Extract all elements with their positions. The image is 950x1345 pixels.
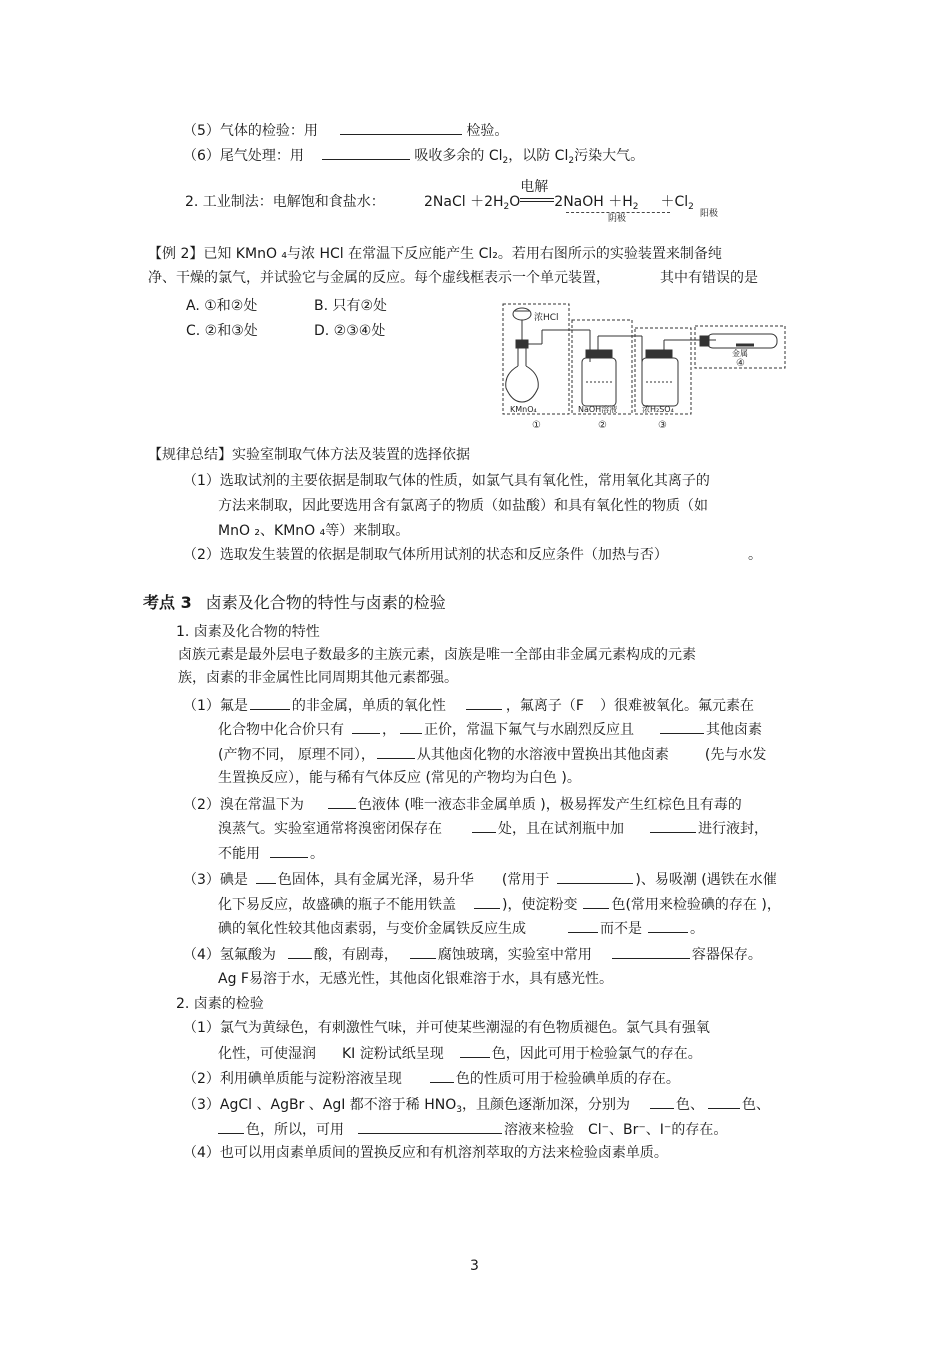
topic3-title: 考点 3 卤素及化合物的特性与卤素的检验 (143, 593, 446, 612)
tail-gas-text: （6）尾气处理：用 (183, 148, 304, 164)
blank-f-6[interactable] (377, 744, 415, 759)
tail-gas-text-2: 吸收多余的 Cl (414, 148, 503, 164)
example2-line1: 【例 2】已知 KMnO ₄与浓 HCl 在常温下反应能产生 Cl₂。若用右图所示的实验装置来制备纯 (148, 246, 722, 262)
page-number: 3 (470, 1258, 479, 1274)
blank-tail-gas[interactable] (322, 145, 410, 160)
blank-gas-test[interactable] (340, 120, 462, 135)
line-tail-gas: （6）尾气处理：用 吸收多余的 $Cl_2$，以防 $Cl_2$污染大气。 (183, 145, 644, 171)
hf-line2: Ag F易溶于水，无感光性，其他卤化银难溶于水，具有感光性。 (218, 971, 613, 987)
fluorine-line1: （1）氟是 的非金属，单质的氧化性 ，氟离子（F ）很难被氧化。氟元素在 (183, 695, 754, 716)
label-unit-2: ② (598, 420, 607, 431)
option-d[interactable]: D. ②③④处 (314, 323, 386, 339)
electrolysis-arrow: 电解 (520, 192, 554, 206)
test-1-line2: 化性，可使湿润 KI 淀粉试纸呈现 色，因此可用于检验氯气的存在。 (218, 1043, 702, 1064)
rule-p1-line2: 方法来制取，因此要选用含有氯离子的物质（如盐酸）和具有氧化性的物质（如 (218, 498, 708, 514)
blank-t-3[interactable] (650, 1094, 674, 1109)
blank-t-2[interactable] (430, 1068, 454, 1083)
label-unit-4: ④ (736, 358, 745, 369)
cathode-label: 阴极 (608, 214, 627, 224)
rule-p2: （2）选取发生装置的依据是制取气体所用试剂的状态和反应条件（加热与否） (183, 547, 668, 563)
blank-br-4[interactable] (270, 843, 308, 858)
industry-label: 2. 工业制法：电解饱和食盐水： (185, 194, 385, 210)
hf-line1: （4）氢氟酸为 酸，有剧毒， 腐蚀玻璃，实验室中常用 容器保存。 (183, 944, 762, 965)
intro-line2: 族，卤素的非金属性比同周期其他元素都强。 (178, 670, 458, 686)
blank-br-3[interactable] (650, 818, 696, 833)
blank-i-4[interactable] (583, 894, 609, 909)
blank-i-3[interactable] (474, 894, 500, 909)
blank-f-2[interactable] (466, 695, 502, 710)
blank-f-3[interactable] (352, 719, 380, 734)
section-1-heading: 1. 卤素及化合物的特性 (176, 624, 320, 640)
fluorine-line3: (产物不同， 原理不同）， 从其他卤化物的水溶液中置换出其他卤素 (先与水发 (218, 744, 766, 765)
label-metal: 金属 (732, 349, 748, 358)
blank-t-1[interactable] (460, 1043, 490, 1058)
blank-t-5[interactable] (218, 1119, 244, 1134)
blank-f-4[interactable] (400, 719, 422, 734)
blank-i-2[interactable] (557, 869, 633, 884)
label-kmno4: KMnO₄ (510, 405, 537, 414)
test-1-line1: （1）氯气为黄绿色，有刺激性气味，并可使某些潮湿的有色物质褪色。氯气具有强氧 (183, 1020, 710, 1036)
rule-p1-line3: MnO ₂、KMnO ₄等）来制取。 (218, 523, 410, 539)
option-a[interactable]: A. ①和②处 (186, 298, 258, 314)
rule-title: 【规律总结】实验室制取气体方法及装置的选择依据 (148, 447, 470, 463)
blank-i-5[interactable] (568, 918, 598, 933)
rule-p1-line1: （1）选取试剂的主要依据是制取气体的性质，如氯气具有氧化性，常用氧化其离子的 (183, 473, 710, 489)
intro-line1: 卤族元素是最外层电子数最多的主族元素，卤族是唯一全部由非金属元素构成的元素 (178, 647, 696, 663)
apparatus-diagram (502, 300, 792, 432)
test-3-line1: （3）AgCl 、AgBr 、AgI 都不溶于稀 $HNO_3$，且颜色逐渐加深，分别为 色、 色、 (183, 1094, 770, 1120)
unit-box-3 (635, 328, 691, 414)
blank-i-6[interactable] (648, 918, 688, 933)
line-gas-test (183, 120, 508, 141)
blank-f-1[interactable] (250, 695, 290, 710)
bromine-line2: 溴蒸气。实验室通常将溴密闭保存在 处，且在试剂瓶中加 进行液封， (218, 818, 768, 839)
test-2: （2）利用碘单质能与淀粉溶液呈现 色的性质可用于检验碘单质的存在。 (183, 1068, 680, 1089)
bromine-line3: 不能用 。 (218, 843, 324, 864)
gas-test-text-end: 检验。 (466, 123, 509, 139)
blank-i-1[interactable] (256, 869, 276, 884)
test-3-line2: 色，所以，可用 溶液来检验 Cl⁻、Br⁻、I⁻的存在。 (218, 1119, 727, 1140)
gas-test-text: （5）气体的检验：用 (183, 123, 318, 139)
example2-line2: 净、干燥的氯气，并试验它与金属的反应。每个虚线框表示一个单元装置， 其中有错误的是 (148, 270, 758, 286)
blank-f-5[interactable] (660, 719, 704, 734)
fluorine-line4: 生置换反应），能与稀有气体反应 (常见的产物均为白色 )。 (218, 770, 581, 786)
anode-label: 阳极 (700, 209, 719, 219)
iodine-line1: （3）碘是 色固体，具有金属光泽，易升华 (常用于 )、易吸潮 (遇铁在水催 (183, 869, 777, 890)
rule-p2-end: 。 (748, 547, 762, 563)
section-2-heading: 2. 卤素的检验 (176, 996, 264, 1012)
option-b[interactable]: B. 只有②处 (314, 298, 388, 314)
blank-t-4[interactable] (708, 1094, 740, 1109)
bromine-line1: （2）溴在常温下为 色液体 (唯一液态非金属单质 )，极易挥发产生红棕色且有毒的 (183, 794, 742, 815)
label-naoh: NaOH溶液 (578, 405, 618, 414)
fluorine-line2: 化合物中化合价只有 ， 正价，常温下氟气与水剧烈反应且 其他卤素 (218, 719, 762, 740)
option-c[interactable]: C. ②和③处 (186, 323, 258, 339)
electrolysis-equation: 2NaCl $+2H_2O$ 电解 2NaOH $+H_2 +Cl_2$ (424, 179, 694, 212)
blank-hf-2[interactable] (410, 944, 436, 959)
test-4: （4）也可以用卤素单质间的置换反应和有机溶剂萃取的方法来检验卤素单质。 (183, 1145, 668, 1161)
blank-br-2[interactable] (472, 818, 496, 833)
label-h2so4: 浓H₂SO₄ (642, 405, 674, 414)
unit-box-2 (572, 320, 632, 414)
iodine-line2: 化下易反应，故盛碘的瓶子不能用铁盖 )，使淀粉变 色(常用来检验碘的存在 )， (218, 894, 781, 915)
blank-hf-1[interactable] (288, 944, 312, 959)
blank-t-6[interactable] (358, 1119, 502, 1134)
iodine-line3: 碘的氧化性较其他卤素弱，与变价金属铁反应生成 而不是 。 (218, 918, 704, 939)
blank-hf-3[interactable] (612, 944, 690, 959)
blank-br-1[interactable] (328, 794, 356, 809)
label-unit-3: ③ (658, 420, 667, 431)
label-conc-hcl: 浓HCl (534, 313, 559, 323)
label-unit-1: ① (532, 420, 541, 431)
